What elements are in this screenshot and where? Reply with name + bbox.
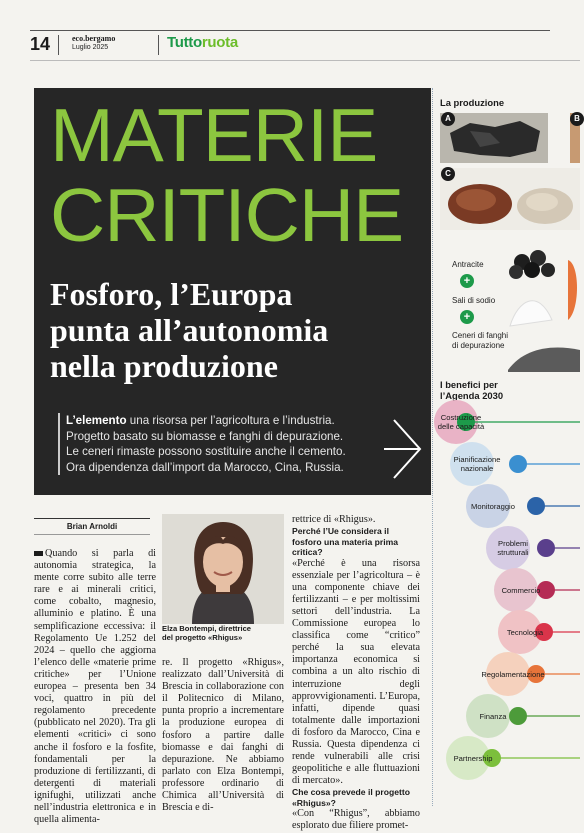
article-column-2: re. Il progetto «Rhigus», realizzato dall’Università di Brescia in collaborazione con il Politecnico di Milano, punta proprio a incrementare la produzione europea di fosforo a partire dalle biomasse e dai fanghi di depurazione. Ne abbiamo parlato con Elza Bontempi, professore ordinario di Chimica all’Università di Brescia e di- <box>162 657 284 814</box>
interview-question-1: Perché l’Ue considera il fosforo una materia prima critica? <box>292 526 399 558</box>
header-rule <box>30 60 580 61</box>
hero-title-line2: CRITICHE <box>50 173 404 257</box>
photo-ashes <box>440 168 580 230</box>
photo-caption: Elza Bontempi, direttrice del progetto «Rhigus» <box>162 624 252 642</box>
paragraph-start-marker <box>34 551 43 556</box>
interview-question-2: Che cosa prevede il progetto «Rhigus»? <box>292 787 410 808</box>
input-sodium-salts: Sali di sodio <box>452 296 496 305</box>
arrow-right-icon <box>382 418 424 480</box>
plus-icon: + <box>460 310 474 324</box>
author-photo <box>162 514 284 624</box>
article-headline: Fosforo, l’Europa punta all’autonomia nella produzione <box>50 276 329 384</box>
benefit-label: Costruzione delle capacità <box>437 413 485 431</box>
article-summary: L’elemento una risorsa per l’agricoltura e l’industria. Progetto basato su biomasse e fanghi di depurazione. Le ceneri rimaste possono sostituire anche il cemento. Ora dipendenza dall’import da Marocco, Cina, Russia. <box>58 413 378 475</box>
marker-c: C <box>441 167 455 181</box>
benefits-title: I benefici per l’Agenda 2030 <box>440 379 504 401</box>
benefit-dot <box>527 497 545 515</box>
benefit-label: Regolamentazione <box>481 670 545 679</box>
benefit-label: Finanza <box>479 712 507 721</box>
newspaper-brand <box>72 34 115 52</box>
author-byline: Brian Arnoldi <box>34 518 150 535</box>
production-title: La produzione <box>440 97 505 108</box>
section-name: Tuttoruota <box>167 34 238 51</box>
marker-b: B <box>570 112 584 126</box>
infographic <box>432 88 580 806</box>
input-sludge-ash: Ceneri di fanghi di depurazione <box>452 331 509 350</box>
header-divider <box>158 35 159 55</box>
benefit-label: Partnership <box>453 754 493 763</box>
benefit-label: Monitoraggio <box>471 502 515 511</box>
marker-a: A <box>441 112 455 126</box>
article-column-1: Quando si parla di autonomia strategica, la mente corre subito alle terre rare e ai minerali critici, come cobalto, magnesio, alluminio e platino. È una semplificazione eccessiva: il Regolamento Ue 1.252 del 2024 – quello che aggiorna l’elenco delle «materie prime critiche» per l’Unione europea – presenta ben 34 voci, quattro in più del regolamento precedente (pubblicato nel 2020). Tra gli elementi «critici» ci sono anche il fosforo e la fosfite, fondamentali per la produzione di fertilizzanti, di detergenti di materiali ignifughi, utilizzati anche nell’industria elettronica e in quella alimenta- <box>34 548 156 826</box>
input-anthracite: Antracite <box>452 260 484 269</box>
benefit-label: Commercio <box>501 586 541 595</box>
hero-panel <box>34 88 431 495</box>
newspaper-name: eco.bergamo <box>72 34 116 43</box>
photo-anthracite <box>440 113 548 163</box>
issue-date: Luglio 2025 <box>72 44 109 51</box>
plus-icon: + <box>460 274 474 288</box>
benefit-label: Tecnologia <box>506 628 544 637</box>
page-header <box>30 30 550 58</box>
header-divider <box>58 35 59 55</box>
inputs-illustration <box>508 240 580 372</box>
hero-title-line1: MATERIE <box>50 93 378 177</box>
benefit-label: Problemi strutturali <box>497 539 529 557</box>
article-column-3: rettrice di «Rhigus». Perché l’Ue considera il fosforo una materia prima critica? «Perché è una risorsa essenziale per l’agricoltura – è una componente chiave dei fertilizzanti – e per moltissimi settori dell’industria. La Commissione europea lo classifica come “critico” perché la sua elevata importanza economica si combina a un alto rischio di interruzione degli approvvigionamenti. L’Europa, infatti, dipende quasi totalmente dalle importazioni di fosforo da Marocco, Cina e Russia. Questa dipendenza ci rende vulnerabili alle crisi geopolitiche e alle fluttuazioni di mercato». Che cosa prevede il progetto «Rhigus»? «Con “Rhigus”, abbiamo esplorato due filiere promet- <box>292 514 420 832</box>
benefit-label: Pianificazione nazionale <box>453 455 501 473</box>
page-number: 14 <box>30 34 51 54</box>
